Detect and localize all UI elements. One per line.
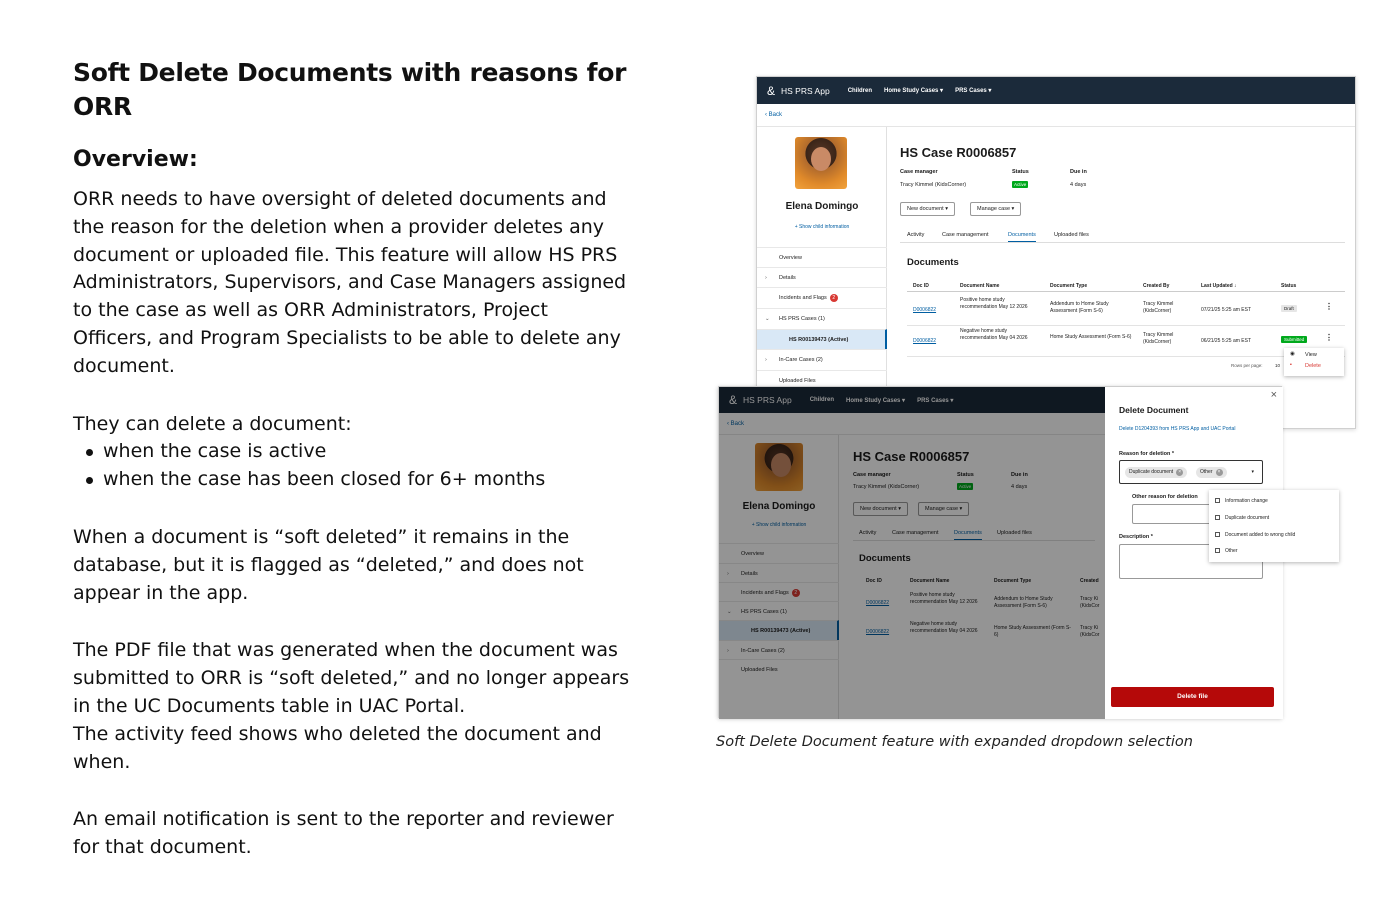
column-header: Status	[1281, 283, 1297, 289]
app-logo-icon: &	[729, 393, 738, 407]
sidebar	[757, 127, 887, 428]
sidebar-item-overview: Overview	[719, 543, 839, 563]
due-value: 4 days	[1011, 484, 1028, 490]
delete-file-button[interactable]: Delete file	[1111, 687, 1274, 707]
top-nav	[757, 77, 1355, 104]
sidebar-item-incidents: Incidents and Flags 2	[719, 582, 839, 602]
column-header: Document Name	[910, 578, 950, 584]
incident-count-badge: 2	[830, 294, 838, 302]
checkbox-icon[interactable]	[1215, 548, 1220, 553]
documents-heading: Documents	[859, 553, 911, 564]
case-manager-label: Case manager	[900, 169, 938, 175]
sidebar-item-hs-prs-cases: ⌄ HS PRS Cases (1)	[719, 601, 839, 621]
case-title: HS Case R0006857	[900, 145, 1017, 160]
chevron-right-icon: ›	[765, 357, 767, 363]
reason-label: Reason for deletion *	[1119, 451, 1175, 457]
due-value: 4 days	[1070, 182, 1087, 188]
app-name: HS PRS App	[743, 395, 792, 405]
doc-name: Positive home study recommendation May 12 2026	[960, 297, 1028, 310]
case-manager-label: Case manager	[853, 472, 891, 478]
nav-prs-cases[interactable]: PRS Cases ▾	[955, 88, 992, 94]
column-header[interactable]: Last Updated ↓	[1201, 283, 1237, 289]
dialog-title: Delete Document	[1119, 405, 1189, 415]
dropdown-caret-icon[interactable]: ▾	[1251, 469, 1254, 475]
due-label: Due in	[1011, 472, 1028, 478]
trash-icon: ▪	[1290, 362, 1292, 368]
delete-dialog-screenshot	[718, 386, 1296, 718]
eye-icon: ◉	[1290, 351, 1295, 357]
sidebar-item-uploaded-files: Uploaded Files	[719, 659, 839, 679]
documents-heading: Documents	[907, 257, 959, 268]
chevron-right-icon: ›	[765, 275, 767, 281]
nav-children[interactable]: Children	[847, 87, 873, 94]
list-item: when the case is active	[83, 438, 633, 466]
nav-home-study-cases[interactable]: Home Study Cases ▾	[884, 88, 944, 94]
back-link: ‹ Back	[719, 413, 1105, 435]
conditions-list	[83, 438, 633, 494]
sidebar-item-in-care-cases[interactable]: › In-Care Cases (2)	[757, 349, 887, 369]
incident-count-badge: 2	[792, 589, 800, 597]
checkbox-icon[interactable]	[1215, 532, 1220, 537]
sidebar-item-in-care-cases: › In-Care Cases (2)	[719, 640, 839, 660]
paragraph-activity-feed: The activity feed shows who deleted the document and when.	[73, 722, 602, 773]
chip-remove-icon[interactable]: ×	[1176, 469, 1183, 476]
chevron-right-icon: ›	[727, 571, 729, 577]
case-title: HS Case R0006857	[853, 449, 970, 464]
dialog-subtitle: Delete D1204393 from HS PRS App and UAC Portal	[1119, 426, 1236, 432]
tab-case-management[interactable]: Case management	[942, 232, 989, 238]
app-logo-icon: &	[767, 83, 776, 98]
tab-documents: Documents	[954, 530, 982, 540]
nav-children: Children	[809, 397, 835, 403]
menu-item-view[interactable]: View	[1305, 352, 1317, 358]
doc-name: Positive home study recommendation May 12 2026	[910, 592, 978, 605]
doc-created-by: Tracy Ki	[1080, 625, 1099, 631]
new-document-button: New document ▾	[853, 502, 908, 516]
column-header: Document Type	[994, 578, 1032, 584]
option-duplicate-document[interactable]: Duplicate document	[1215, 515, 1269, 521]
rows-per-page-label: Rows per page:	[1231, 363, 1263, 368]
page-title: Soft Delete Documents with reasons for ORR	[73, 58, 627, 121]
other-reason-label: Other reason for deletion	[1132, 494, 1198, 500]
status-label: Status	[957, 472, 974, 478]
paragraph-oversight: ORR needs to have oversight of deleted documents and the reason for the deletion when a provider deletes any document or uploaded file. This feature will allow HS PRS Administrators, Supervisors, and Case Managers assigned to the case as well as ORR Administrators, Project Officers, and Program Specialists to be able to delete any document.	[73, 188, 627, 377]
column-header: Created By	[1143, 283, 1170, 289]
tab-uploaded-files: Uploaded files	[997, 530, 1032, 536]
option-information-change[interactable]: Information change	[1215, 498, 1268, 504]
doc-updated: 07/21/25 5:25 am EST	[1201, 307, 1252, 313]
chevron-down-icon: ⌄	[727, 609, 732, 615]
tab-uploaded-files[interactable]: Uploaded files	[1054, 232, 1089, 238]
option-wrong-child[interactable]: Document added to wrong child	[1215, 532, 1295, 538]
person-name: Elena Domingo	[742, 501, 816, 512]
kebab-menu-icon[interactable]: ⋮	[1325, 333, 1333, 342]
column-header: Document Name	[960, 283, 1000, 289]
tab-activity[interactable]: Activity	[907, 232, 925, 238]
sidebar-item-details[interactable]: › Details	[757, 267, 887, 287]
row-action-menu	[1284, 348, 1344, 376]
sidebar-item-active-case: HS R00139473 (Active)	[719, 620, 839, 640]
doc-created-by: Tracy Kimmel (KidsCorner)	[1143, 301, 1174, 314]
doc-name: Negative home study recommendation May 04 2026	[910, 621, 978, 634]
option-other[interactable]: Other	[1215, 548, 1238, 554]
tab-documents[interactable]: Documents	[1008, 232, 1036, 242]
chevron-right-icon: ›	[727, 648, 729, 654]
tab-case-management: Case management	[892, 530, 939, 536]
case-manager-value: Tracy Kimmel (KidsCorner)	[853, 484, 920, 490]
checkbox-icon[interactable]	[1215, 498, 1220, 503]
show-child-info-link: + Show child information	[751, 522, 807, 528]
doc-created-by: (KidsCor	[1080, 632, 1100, 638]
doc-id-link[interactable]: D0006822	[913, 307, 937, 313]
doc-type: Addendum to Home Study Assessment (Form S-6)	[1050, 301, 1109, 314]
modal-overlay[interactable]	[719, 387, 1105, 719]
back-link[interactable]: ‹ Back	[757, 104, 1355, 127]
manage-case-button: Manage case ▾	[918, 502, 969, 516]
sidebar-item-overview[interactable]: Overview	[757, 247, 887, 267]
figure-caption: Soft Delete Document feature with expanded dropdown selection	[716, 734, 1193, 750]
paragraph-email: An email notification is sent to the reporter and reviewer for that document.	[73, 808, 614, 859]
sidebar-item-hs-prs-cases[interactable]: ⌄ HS PRS Cases (1)	[757, 308, 887, 328]
column-header: Doc ID	[913, 283, 929, 289]
tab-activity: Activity	[859, 530, 877, 536]
chip-remove-icon[interactable]: ×	[1216, 469, 1223, 476]
doc-name: Negative home study recommendation May 04 2026	[960, 328, 1028, 341]
status-badge: Submitted	[1281, 336, 1307, 343]
status-label: Status	[1012, 169, 1029, 175]
case-screenshot	[756, 76, 1356, 429]
status-badge: Active	[1014, 182, 1027, 187]
doc-id-link: D0006822	[866, 600, 890, 606]
sidebar-item-details: › Details	[719, 563, 839, 583]
sidebar-item-uploaded-files[interactable]: Uploaded Files	[757, 370, 887, 390]
doc-type: Addendum to Home Study Assessment (Form S-6)	[994, 596, 1053, 609]
doc-created-by: (KidsCor	[1080, 603, 1100, 609]
overview-heading: Overview:	[73, 147, 198, 172]
rows-per-page-select[interactable]: 10	[1275, 363, 1281, 368]
nav-prs-cases: PRS Cases ▾	[917, 397, 954, 404]
column-header: Document Type	[1050, 283, 1088, 289]
chevron-down-icon: ⌄	[765, 316, 770, 322]
doc-created-by: Tracy Kimmel (KidsCorner)	[1143, 332, 1174, 345]
person-name: Elena Domingo	[785, 201, 859, 212]
description-label: Description *	[1119, 534, 1153, 540]
paragraph-pdf: The PDF file that was generated when the document was submitted to ORR is “soft deleted,” and no longer appears in the UC Documents table in UAC Portal.	[73, 639, 630, 717]
reason-dropdown-list	[1209, 490, 1339, 562]
column-header: Created	[1080, 578, 1099, 584]
status-badge: Active	[959, 484, 972, 489]
doc-id-link[interactable]: D0006822	[913, 338, 937, 344]
doc-type: Home Study Assessment (Form S-6)	[994, 625, 1071, 638]
new-document-button[interactable]: New document ▾	[900, 202, 955, 216]
chip-duplicate-document[interactable]: Duplicate document ×	[1125, 467, 1187, 478]
case-manager-value: Tracy Kimmel (KidsCorner)	[900, 182, 967, 188]
due-label: Due in	[1070, 169, 1087, 175]
case-tabs	[900, 229, 1345, 243]
checkbox-icon[interactable]	[1215, 515, 1220, 520]
reason-multiselect[interactable]	[1119, 460, 1263, 484]
status-badge: Draft	[1281, 305, 1297, 312]
text-column	[73, 56, 633, 862]
paragraph-soft-delete: When a document is “soft deleted” it remains in the database, but it is flagged as “deleted,” and does not appear in the app.	[73, 525, 584, 604]
chip-other[interactable]: Other ×	[1196, 467, 1227, 478]
column-header: Doc ID	[866, 578, 882, 584]
doc-type: Home Study Assessment (Form S-6)	[1050, 334, 1132, 340]
kebab-menu-icon[interactable]: ⋮	[1325, 302, 1333, 311]
paragraph-can-delete: They can delete a document:	[73, 412, 352, 435]
show-child-info-link[interactable]: + Show child information	[794, 224, 850, 230]
doc-created-by: Tracy Ki	[1080, 596, 1099, 602]
avatar	[795, 137, 847, 189]
app-name[interactable]: HS PRS App	[781, 85, 830, 96]
case-main	[900, 127, 1355, 428]
sidebar-item-incidents[interactable]: Incidents and Flags 2	[757, 287, 887, 307]
list-item: when the case has been closed for 6+ months	[83, 466, 633, 494]
manage-case-button[interactable]: Manage case ▾	[970, 202, 1021, 216]
nav-home-study-cases: Home Study Cases ▾	[846, 397, 906, 404]
close-icon[interactable]: ×	[1270, 389, 1277, 401]
doc-updated: 06/21/25 5:25 am EST	[1201, 338, 1252, 344]
menu-item-delete[interactable]: Delete	[1305, 363, 1321, 369]
sidebar-item-active-case[interactable]: HS R00139473 (Active)	[757, 329, 887, 349]
doc-id-link: D0006822	[866, 629, 890, 635]
